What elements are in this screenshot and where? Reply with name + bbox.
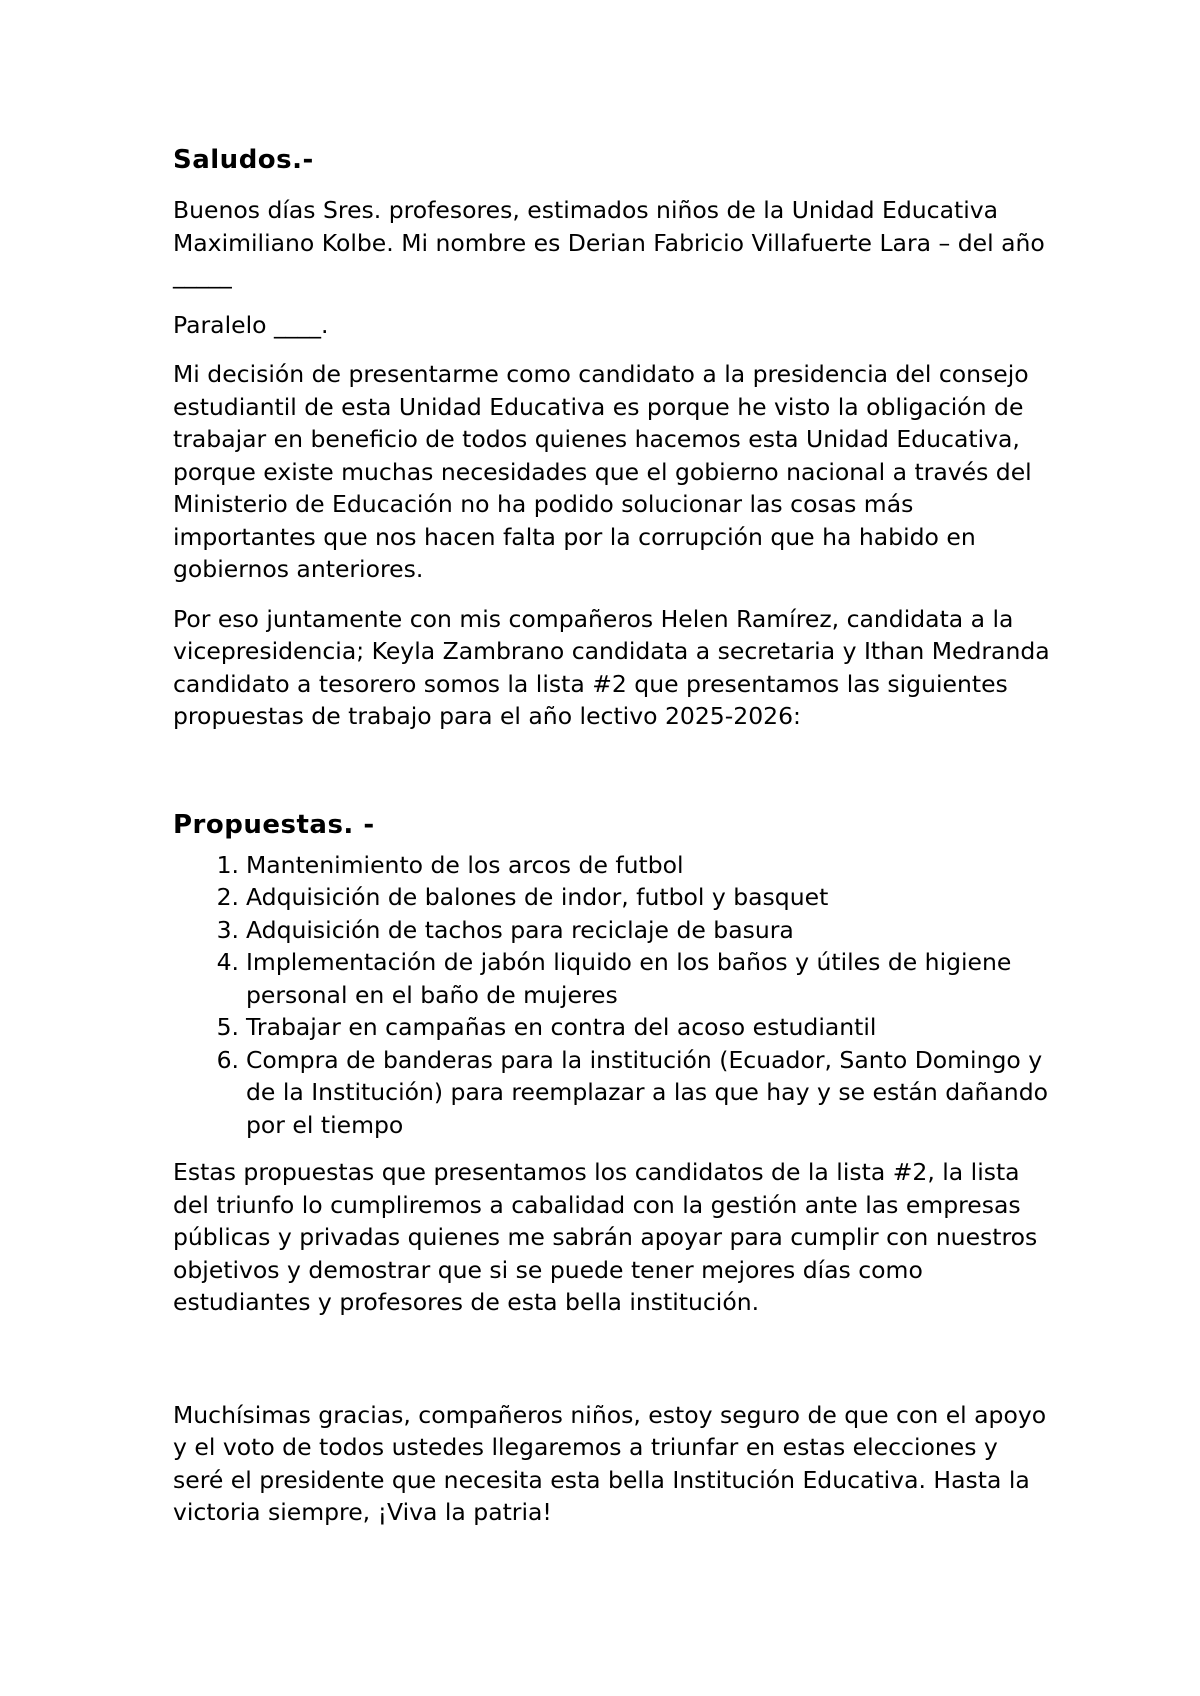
list-item: [173, 914, 1053, 947]
list-item-text: Trabajar en campañas en contra del acoso estudiantil: [246, 1013, 877, 1041]
thanks-paragraph: Muchísimas gracias, compañeros niños, estoy seguro de que con el apoyo y el voto de todos ustedes llegaremos a triunfar en estas elecciones y seré el presidente que necesita esta bella Institución Educativa. Hasta la victoria siempre, ¡Viva la patria!: [173, 1400, 1047, 1526]
list-item-text: Mantenimiento de los arcos de futbol: [246, 850, 684, 879]
greeting-paragraph: Buenos días Sres. profesores, estimados niños de la Unidad Educativa Maximiliano Kolbe. Mi nombre es Derian Fabricio Villafuerte Lara – del año _____: [173, 196, 1045, 289]
list-item: [173, 1044, 1053, 1142]
list-item: [173, 946, 1053, 1011]
document-page: [173, 140, 1053, 1529]
list-item-number: 5.: [216, 1013, 239, 1041]
list-item-number: 2.: [216, 883, 239, 911]
decision-paragraph: Mi decisión de presentarme como candidato a la presidencia del consejo estudiantil de esta Unidad Educativa es porque he visto la obligación de trabajar en beneficio de todos quienes hacemos esta Unidad Educativa, porque existe muchas necesidades que el gobierno nacional a través del Ministerio de Educación no ha podido solucionar las cosas más importantes que nos hacen falta por la corrupción que ha habido en gobiernos anteriores.: [173, 360, 1032, 583]
closing-paragraph: Estas propuestas que presentamos los candidatos de la lista #2, la lista del triunfo lo cumpliremos a cabalidad con la gestión ante las empresas públicas y privadas quienes me sabrán apoyar para cumplir con nuestros objetivos y demostrar que si se puede tener mejores días como estudiantes y profesores de esta bella institución.: [173, 1158, 1038, 1316]
list-item-text: Adquisición de balones de indor, futbol y basquet: [246, 883, 829, 911]
list-item-text: Implementación de jabón liquido en los baños y útiles de higiene personal en el baño de mujeres: [246, 948, 1012, 1009]
saludos-heading: Saludos.-: [173, 145, 314, 175]
list-item: [173, 881, 1053, 914]
list-item-text: Adquisición de tachos para reciclaje de basura: [246, 915, 794, 944]
propuestas-heading: Propuestas. -: [173, 809, 375, 840]
team-paragraph: Por eso juntamente con mis compañeros Helen Ramírez, candidata a la vicepresidencia; Keyla Zambrano candidata a secretaria y Ithan Medranda candidato a tesorero somos la lista #2 que presentamos las siguientes propuestas de trabajo para el año lectivo 2025-2026:: [173, 604, 1050, 730]
list-item-number: 1.: [216, 850, 239, 879]
proposals-list: [173, 849, 1053, 1142]
list-item-text: Compra de banderas para la institución (Ecuador, Santo Domingo y de la Institución) para reemplazar a las que hay y se están dañando por el tiempo: [246, 1045, 1048, 1139]
paralelo-line: Paralelo ____.: [173, 310, 329, 339]
list-item-number: 4.: [216, 948, 239, 976]
list-item-number: 3.: [216, 915, 239, 944]
list-item-number: 6.: [216, 1045, 239, 1074]
list-item: [173, 1011, 1053, 1044]
list-item: [173, 849, 1053, 882]
